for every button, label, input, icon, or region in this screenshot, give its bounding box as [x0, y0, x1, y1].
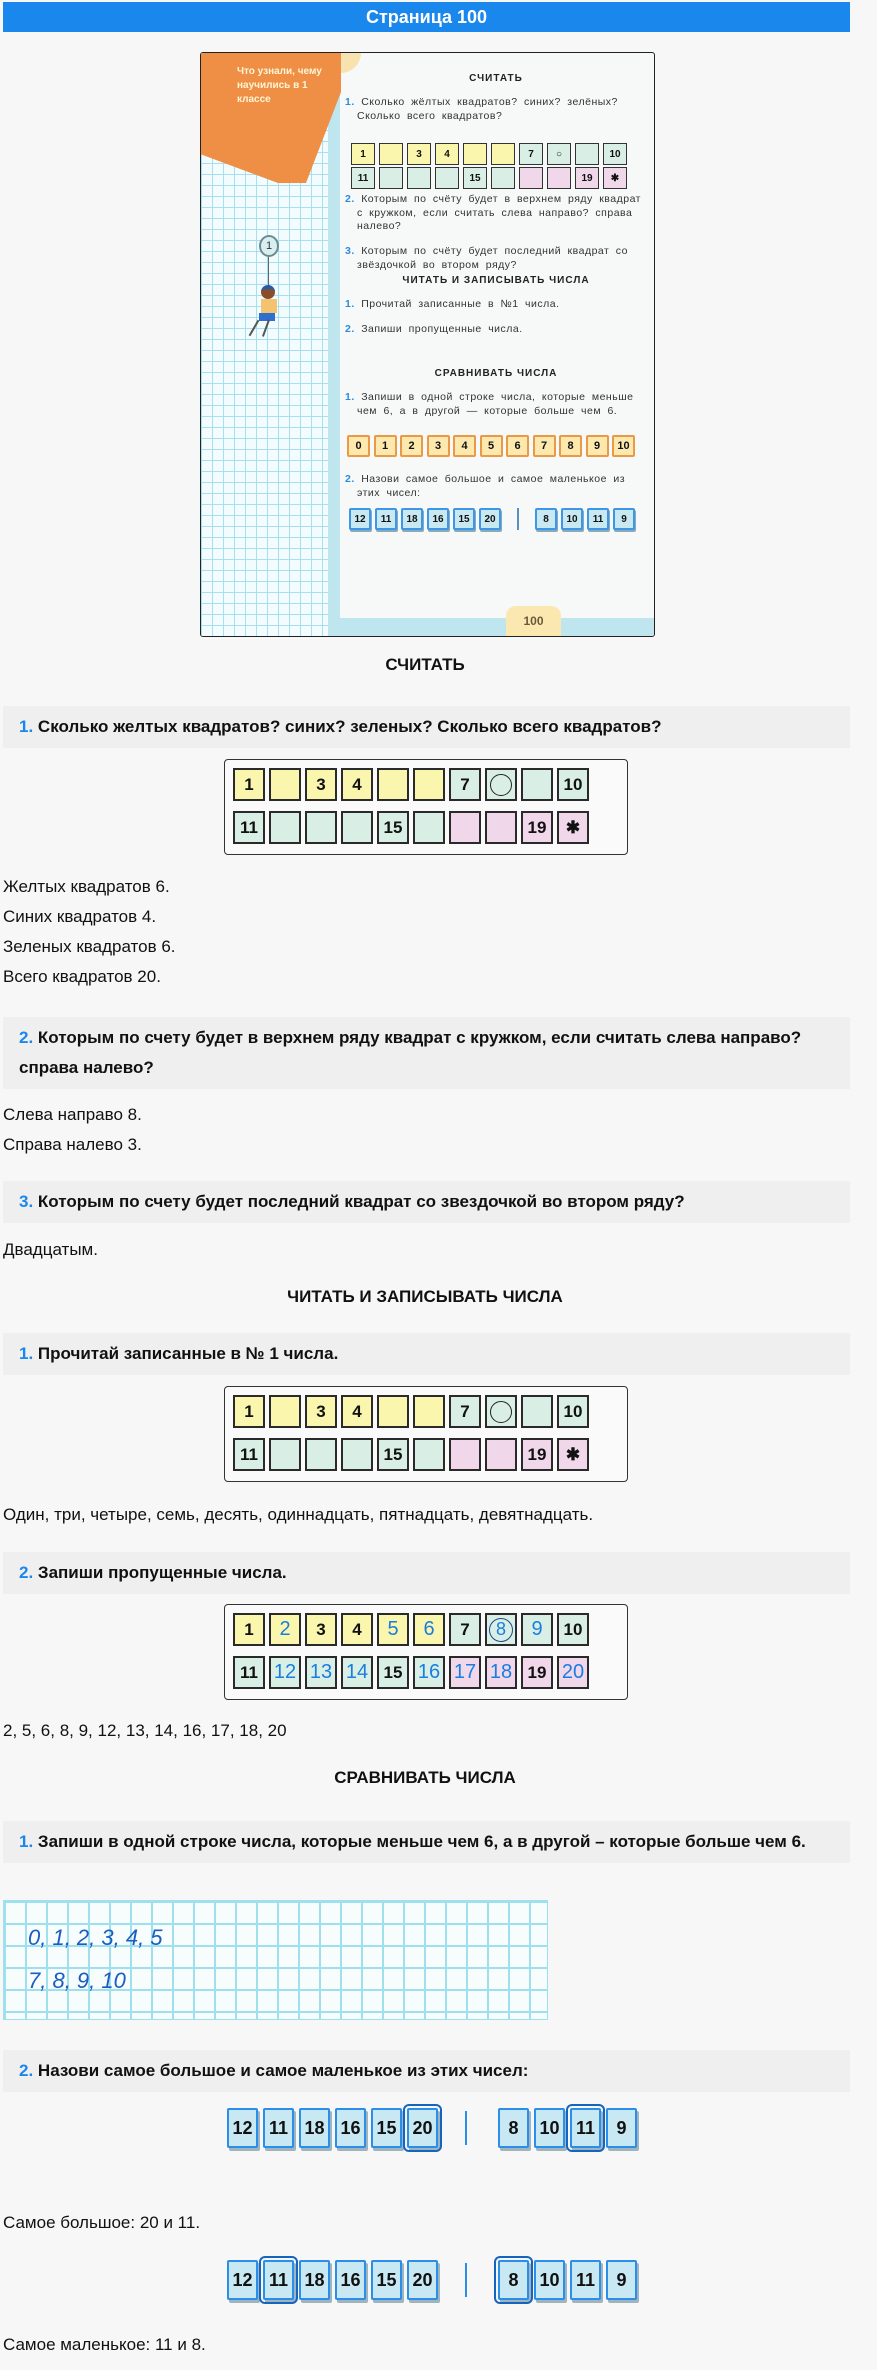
book-blue-card: 12: [349, 508, 371, 530]
book-square: [379, 143, 403, 165]
book-task: 2. Запиши пропущенные числа.: [345, 323, 523, 335]
number-card: 20: [407, 2260, 438, 2300]
number-square: 2: [269, 1613, 301, 1646]
task-band-read-1: [3, 1333, 850, 1375]
number-square: [413, 1395, 445, 1428]
task-number: 1.: [19, 1832, 34, 1851]
book-square: [519, 167, 543, 189]
answer-line: Желтых квадратов 6.: [3, 877, 170, 896]
book-number-card: 7: [533, 435, 556, 457]
task-number: 1.: [19, 717, 34, 736]
task-text: Которым по счету будет в верхнем ряду квадрат с кружком, если считать слева направо? справа налево?: [19, 1028, 802, 1077]
number-square: 7: [449, 1613, 481, 1646]
number-card: 9: [606, 2108, 637, 2148]
book-number-card: 1: [374, 435, 397, 457]
child-illustration-icon: [261, 285, 275, 299]
book-task: 1. Запиши в одной строке числа, которые меньше чем 6, а в другой — которые больше чем 6.: [345, 391, 634, 417]
handwritten-line-2: 7, 8, 9, 10: [28, 1968, 126, 1993]
book-square: ✱: [603, 167, 627, 189]
book-blue-card: 20: [479, 508, 501, 530]
number-square: 17: [449, 1656, 481, 1689]
balloon-icon: 1: [259, 235, 279, 257]
number-square: 9: [521, 1613, 553, 1646]
number-square: 7: [449, 768, 481, 801]
task-text: Которым по счету будет последний квадрат со звездочкой во втором ряду?: [37, 1192, 685, 1211]
book-number-card: 4: [453, 435, 476, 457]
task-number: 2.: [19, 1563, 34, 1582]
number-square: 4: [341, 768, 373, 801]
task-number: 1.: [19, 1344, 34, 1363]
task-number: 2.: [19, 2061, 34, 2080]
highlighted-number-card: 20: [407, 2108, 438, 2148]
number-square: 11: [233, 1438, 265, 1471]
number-square: 1: [233, 768, 265, 801]
book-task: 3. Которым по счёту будет последний квадрат со звёздочкой во втором ряду?: [345, 245, 628, 271]
number-square: [377, 768, 409, 801]
circle-icon: [490, 774, 512, 796]
separator: [517, 508, 519, 530]
number-square: [485, 811, 517, 844]
answer-line: 2, 5, 6, 8, 9, 12, 13, 14, 16, 17, 18, 20: [3, 1721, 287, 1740]
number-square: [485, 1438, 517, 1471]
book-number-card: 3: [427, 435, 450, 457]
number-square: 11: [233, 1656, 265, 1689]
number-square: 5: [377, 1613, 409, 1646]
number-square: [413, 768, 445, 801]
number-card: 12: [227, 2108, 258, 2148]
page-number-tab: 100: [506, 606, 561, 636]
number-square: 10: [557, 1395, 589, 1428]
book-task: 2. Назови самое большое и самое маленькое из этих чисел:: [345, 473, 626, 499]
book-square: [407, 167, 431, 189]
book-blue-card: 8: [535, 508, 557, 530]
book-square: 4: [435, 143, 459, 165]
circled-number: 8: [489, 1618, 513, 1642]
number-square: 16: [413, 1656, 445, 1689]
book-square: 11: [351, 167, 375, 189]
book-section-title: СРАВНИВАТЬ ЧИСЛА: [434, 368, 558, 379]
book-task: 1. Сколько жёлтых квадратов? синих? зелёных? Сколько всего квадратов?: [345, 96, 618, 122]
number-square: [521, 768, 553, 801]
balloon-string: [268, 257, 269, 287]
squares-grid-2: [224, 1386, 628, 1482]
book-number-card: 9: [586, 435, 609, 457]
page-title: Страница 100: [365, 7, 488, 27]
number-card: 15: [371, 2260, 402, 2300]
answer-line: Всего квадратов 20.: [3, 967, 161, 986]
highlighted-number-card: 8: [498, 2260, 529, 2300]
circle-icon: [490, 1401, 512, 1423]
answer-line: Самое маленькое: 11 и 8.: [3, 2335, 206, 2354]
answer-line: Самое большое: 20 и 11.: [3, 2213, 201, 2232]
answer-line: Зеленых квадратов 6.: [3, 937, 176, 956]
book-square: [547, 167, 571, 189]
answer-line: Справа налево 3.: [3, 1135, 142, 1154]
book-blue-card: 11: [587, 508, 609, 530]
squares-row-1: [233, 1395, 627, 1428]
book-square: [575, 143, 599, 165]
book-blue-card: 18: [401, 508, 423, 530]
separator: [465, 2263, 467, 2297]
number-square: 3: [305, 768, 337, 801]
book-square: 15: [463, 167, 487, 189]
number-card: 10: [534, 2108, 565, 2148]
book-section-title: ЧИТАТЬ И ЗАПИСЫВАТЬ ЧИСЛА: [402, 275, 590, 286]
book-section-title: СЧИТАТЬ: [469, 73, 523, 84]
textbook-page-image: [200, 52, 655, 637]
handwritten-line-1: 0, 1, 2, 3, 4, 5: [28, 1925, 163, 1950]
number-square: 3: [305, 1395, 337, 1428]
book-number-card: 6: [506, 435, 529, 457]
book-blue-card: 16: [427, 508, 449, 530]
number-square: 14: [341, 1656, 373, 1689]
separator: [465, 2111, 467, 2145]
number-card: 12: [227, 2260, 258, 2300]
number-square: [377, 1395, 409, 1428]
page-strip: [328, 53, 340, 636]
number-square: 7: [449, 1395, 481, 1428]
number-square: 10: [557, 768, 589, 801]
number-card: 16: [335, 2260, 366, 2300]
number-square: 15: [377, 811, 409, 844]
number-square: [341, 811, 373, 844]
number-card: 18: [299, 2260, 330, 2300]
number-square: 4: [341, 1613, 373, 1646]
squares-row-2: [233, 1656, 627, 1689]
star-square: ✱: [557, 1438, 589, 1471]
section-title-read-write: ЧИТАТЬ И ЗАПИСЫВАТЬ ЧИСЛА: [287, 1287, 563, 1306]
task-band-count-2: [3, 1017, 850, 1089]
highlighted-number-card: 11: [263, 2260, 294, 2300]
number-square: 19: [521, 1656, 553, 1689]
number-square: [269, 1395, 301, 1428]
book-task: 1. Прочитай записанные в №1 числа.: [345, 298, 560, 310]
number-square: 20: [557, 1656, 589, 1689]
number-card: 10: [534, 2260, 565, 2300]
squares-row-1: [233, 768, 627, 801]
number-square: 15: [377, 1438, 409, 1471]
book-square: 10: [603, 143, 627, 165]
number-square: 19: [521, 1438, 553, 1471]
number-cards-largest: [227, 2108, 637, 2148]
number-square: 3: [305, 1613, 337, 1646]
number-square: [485, 1395, 517, 1428]
book-number-card: 5: [480, 435, 503, 457]
number-square: 4: [341, 1395, 373, 1428]
book-square: [379, 167, 403, 189]
book-square: ○: [547, 143, 571, 165]
textbook-content: [343, 53, 649, 636]
book-blue-card: 11: [375, 508, 397, 530]
book-blue-card: 9: [613, 508, 635, 530]
squares-row-2: [233, 811, 627, 844]
star-square: ✱: [557, 811, 589, 844]
number-square: 18: [485, 1656, 517, 1689]
number-square: [485, 1613, 517, 1646]
highlighted-number-card: 11: [570, 2108, 601, 2148]
number-square: [269, 811, 301, 844]
number-square: [305, 1438, 337, 1471]
number-card: 11: [263, 2108, 294, 2148]
answer-line: Двадцатым.: [3, 1240, 98, 1259]
number-square: 1: [233, 1395, 265, 1428]
number-square: 12: [269, 1656, 301, 1689]
number-square: [413, 811, 445, 844]
task-band-count-1: [3, 706, 850, 748]
task-band-count-3: [3, 1181, 850, 1223]
number-square: [341, 1438, 373, 1471]
book-blue-cards: [349, 508, 635, 530]
number-square: 15: [377, 1656, 409, 1689]
squares-row-2: [233, 1438, 627, 1471]
book-square: [491, 167, 515, 189]
answer-line: Слева направо 8.: [3, 1105, 142, 1124]
number-square: [449, 1438, 481, 1471]
number-card: 16: [335, 2108, 366, 2148]
section-title-count: СЧИТАТЬ: [385, 655, 465, 674]
child-body: [261, 299, 277, 313]
number-square: [485, 768, 517, 801]
number-card: 11: [570, 2260, 601, 2300]
task-text: Запиши пропущенные числа.: [37, 1563, 287, 1582]
number-square: [269, 1438, 301, 1471]
book-number-card: 0: [347, 435, 370, 457]
number-square: 19: [521, 811, 553, 844]
book-blue-card: 10: [561, 508, 583, 530]
book-number-card: 8: [559, 435, 582, 457]
task-band-compare-2: [3, 2050, 850, 2092]
book-square: [435, 167, 459, 189]
book-square: [463, 143, 487, 165]
book-blue-card: 15: [453, 508, 475, 530]
handwritten-grid-paper: [3, 1900, 548, 2020]
book-square: 19: [575, 167, 599, 189]
book-number-card: 2: [400, 435, 423, 457]
task-number: 2.: [19, 1028, 34, 1047]
number-square: 1: [233, 1613, 265, 1646]
number-cards-smallest: [227, 2260, 637, 2300]
task-text: Сколько желтых квадратов? синих? зеленых? Сколько всего квадратов?: [37, 717, 662, 736]
number-square: [449, 811, 481, 844]
corner-text: Что узнали, чему научились в 1 классе: [237, 66, 322, 105]
book-square: [491, 143, 515, 165]
task-band-read-2: [3, 1552, 850, 1594]
book-square: 1: [351, 143, 375, 165]
answer-line: Один, три, четыре, семь, десять, одиннадцать, пятнадцать, девятнадцать.: [3, 1505, 594, 1524]
task-band-compare-1: [3, 1821, 850, 1863]
number-square: 11: [233, 811, 265, 844]
book-square: 7: [519, 143, 543, 165]
task-text: Запиши в одной строке числа, которые меньше чем 6, а в другой – которые больше чем 6.: [37, 1832, 806, 1851]
task-text: Прочитай записанные в № 1 числа.: [37, 1344, 339, 1363]
section-title-compare: СРАВНИВАТЬ ЧИСЛА: [334, 1768, 516, 1787]
number-square: [521, 1395, 553, 1428]
book-number-card: 10: [612, 435, 635, 457]
book-square-row-2: [351, 167, 627, 189]
task-text: Назови самое большое и самое маленькое из этих чисел:: [37, 2061, 529, 2080]
number-square: [413, 1438, 445, 1471]
book-square-row-1: [351, 143, 627, 165]
number-square: [305, 811, 337, 844]
book-square: 3: [407, 143, 431, 165]
number-card: 18: [299, 2108, 330, 2148]
number-square: 6: [413, 1613, 445, 1646]
answer-line: Синих квадратов 4.: [3, 907, 157, 926]
book-task: 2. Которым по счёту будет в верхнем ряду квадрат с кружком, если считать слева направо? справа налево?: [345, 193, 641, 232]
number-card: 15: [371, 2108, 402, 2148]
squares-grid-1: [224, 759, 628, 855]
number-card: 8: [498, 2108, 529, 2148]
number-square: 10: [557, 1613, 589, 1646]
page-header: [3, 2, 850, 32]
squares-grid-filled: [224, 1604, 628, 1700]
number-square: 13: [305, 1656, 337, 1689]
squares-row-1: [233, 1613, 627, 1646]
book-number-cards: [347, 435, 635, 457]
number-card: 9: [606, 2260, 637, 2300]
number-square: [269, 768, 301, 801]
task-number: 3.: [19, 1192, 34, 1211]
